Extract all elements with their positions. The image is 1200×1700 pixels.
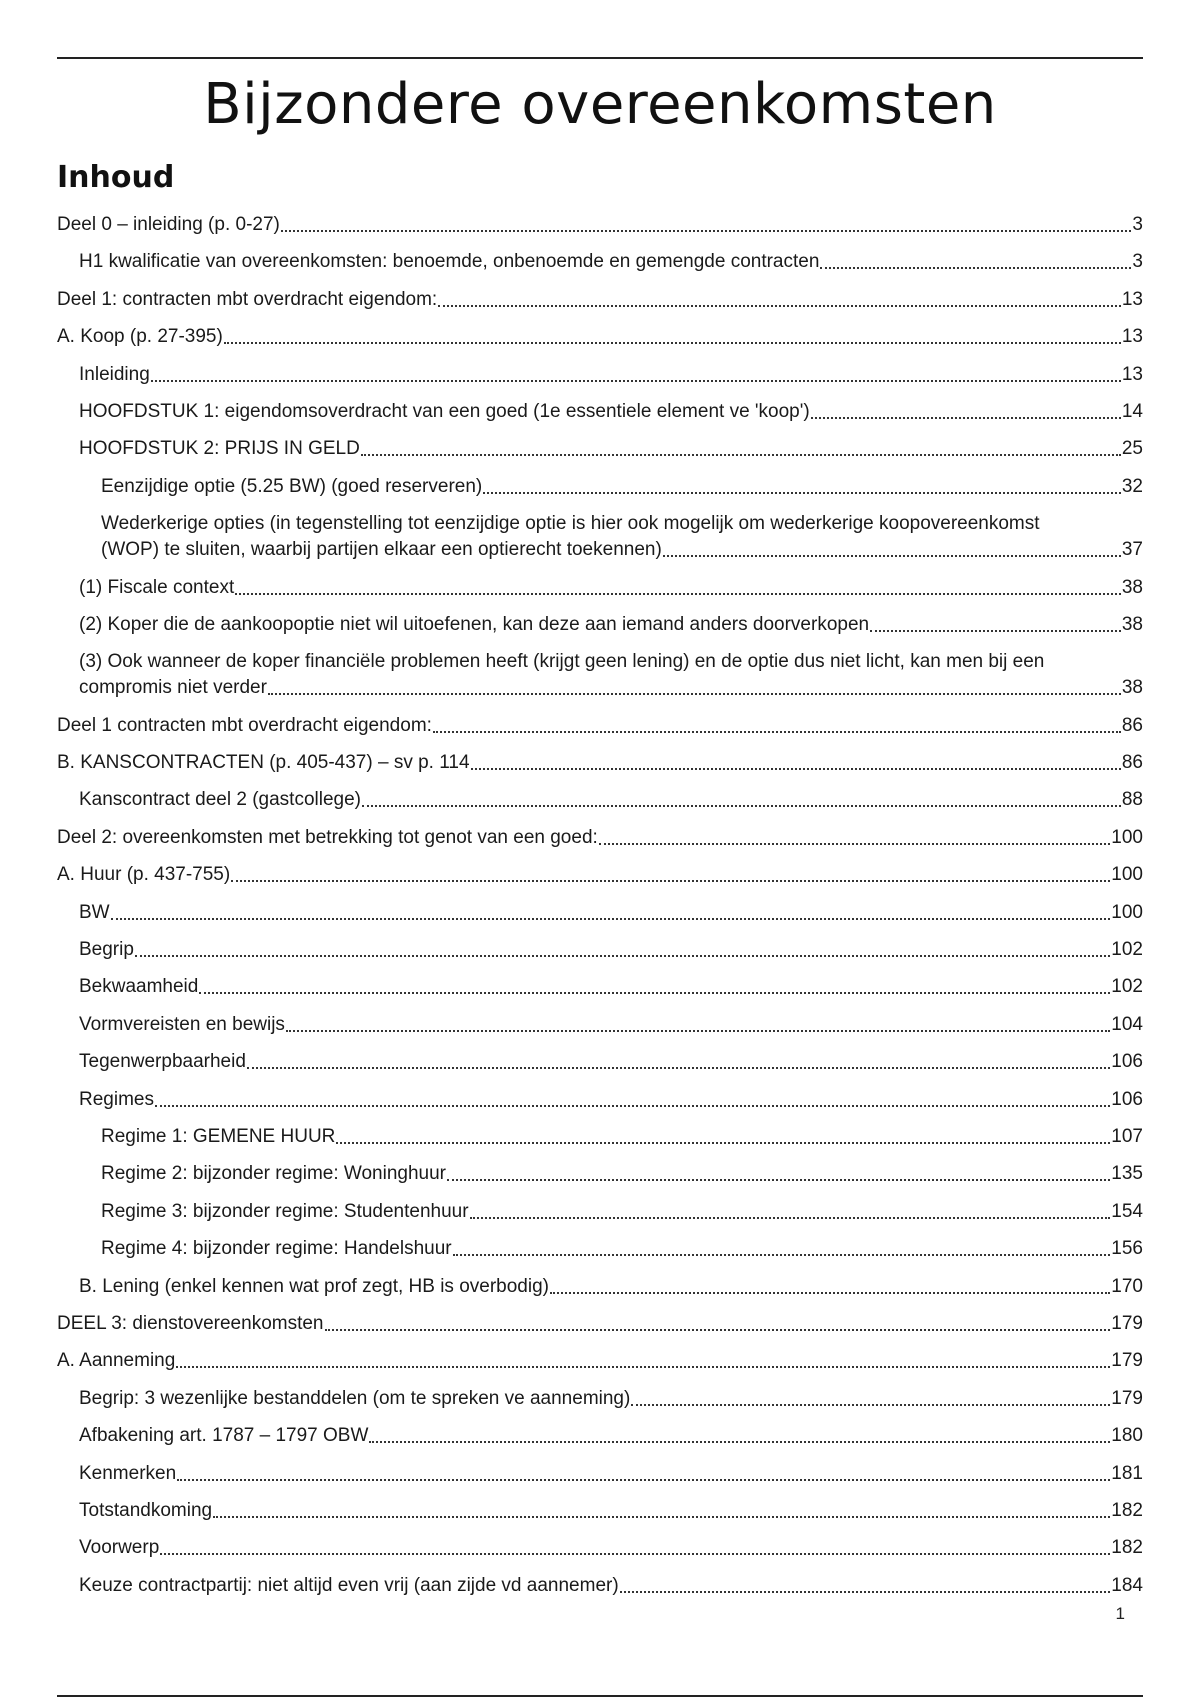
toc-entry-label: HOOFDSTUK 1: eigendomsoverdracht van een goed (1e essentiele element ve 'koop') (79, 400, 810, 422)
toc-entry[interactable] (57, 1498, 1143, 1524)
toc-entry-page: 37 (1121, 539, 1143, 561)
dot-leader (325, 1328, 1111, 1331)
toc-entry-label: Deel 2: overeenkomsten met betrekking tot genot van een goed: (57, 826, 598, 848)
dot-leader (336, 1141, 1110, 1144)
dot-leader (199, 991, 1110, 994)
dot-leader (631, 1403, 1110, 1406)
dot-leader (471, 767, 1121, 770)
toc-entry-label: Begrip (79, 939, 134, 961)
toc-entry-page: 100 (1111, 864, 1143, 886)
toc-entry-label: B. KANSCONTRACTEN (p. 405-437) – sv p. 114 (57, 752, 470, 774)
toc-entry-page: 3 (1132, 251, 1143, 273)
toc-entry-page: 102 (1111, 939, 1143, 961)
dot-leader (663, 554, 1121, 557)
toc-entry-label: compromis niet verder (79, 677, 267, 699)
toc-entry-label: Deel 1 contracten mbt overdracht eigendom: (57, 714, 432, 736)
toc-entry-label: Begrip: 3 wezenlijke bestanddelen (om te spreken ve aanneming) (79, 1387, 631, 1409)
toc-entry[interactable] (57, 1461, 1143, 1487)
toc-entry-page: 182 (1111, 1537, 1143, 1559)
toc-entry-page: 179 (1111, 1350, 1143, 1372)
toc-entry-label: H1 kwalificatie van overeenkomsten: benoemde, onbenoemde en gemengde contracten (79, 251, 820, 273)
toc-entry-label: BW (79, 901, 110, 923)
dot-leader (160, 1552, 1110, 1555)
dot-leader (268, 692, 1121, 695)
toc-entry[interactable] (57, 324, 1143, 350)
toc-entry-page: 88 (1121, 789, 1143, 811)
toc-entry[interactable] (57, 1348, 1143, 1374)
dot-leader (247, 1066, 1110, 1069)
dot-leader (870, 629, 1121, 632)
bottom-divider (57, 1695, 1143, 1697)
dot-leader (362, 804, 1121, 807)
dot-leader (620, 1590, 1111, 1593)
toc-entry[interactable] (57, 825, 1143, 851)
dot-leader (433, 730, 1121, 733)
dot-leader (281, 229, 1132, 232)
dot-leader (811, 416, 1121, 419)
table-of-contents (57, 212, 1143, 1610)
dot-leader (550, 1291, 1110, 1294)
toc-entry-page: 14 (1121, 400, 1143, 422)
toc-entry[interactable] (57, 1087, 1143, 1113)
toc-entry-page: 181 (1111, 1462, 1143, 1484)
toc-entry-label: Regime 2: bijzonder regime: Woninghuur (101, 1163, 446, 1185)
toc-entry-page: 102 (1111, 976, 1143, 998)
page-number: 1 (1115, 1604, 1125, 1623)
toc-entry-page: 182 (1111, 1499, 1143, 1521)
toc-entry-page: 156 (1111, 1238, 1143, 1260)
dot-leader (470, 1216, 1111, 1219)
document-page (57, 0, 1143, 1700)
toc-entry-page: 13 (1121, 363, 1143, 385)
toc-entry-label-line1: Wederkerige opties (in tegenstelling tot eenzijdige optie is hier ook mogelijk om wederkerige koopovereenkomst (101, 513, 1040, 535)
toc-entry-label: Kenmerken (79, 1462, 177, 1484)
toc-entry[interactable] (57, 1199, 1143, 1225)
toc-entry-page: 107 (1111, 1125, 1143, 1147)
toc-entry-page: 38 (1121, 576, 1143, 598)
toc-entry[interactable] (57, 713, 1143, 739)
toc-entry[interactable] (57, 1124, 1143, 1150)
toc-entry-label: (WOP) te sluiten, waarbij partijen elkaar een optierecht toekennen) (101, 539, 662, 561)
toc-entry[interactable] (57, 575, 1143, 601)
toc-entry-page: 13 (1121, 288, 1143, 310)
toc-entry[interactable] (57, 287, 1143, 313)
toc-entry[interactable] (57, 399, 1143, 425)
toc-entry[interactable] (57, 1386, 1143, 1412)
toc-entry[interactable] (57, 1573, 1143, 1599)
toc-entry-page: 38 (1121, 613, 1143, 635)
toc-entry-label: A. Huur (p. 437-755) (57, 864, 231, 886)
dot-leader (286, 1029, 1110, 1032)
toc-entry[interactable] (57, 787, 1143, 813)
toc-entry-label: Deel 0 – inleiding (p. 0-27) (57, 214, 280, 235)
toc-entry-page: 100 (1111, 901, 1143, 923)
dot-leader (453, 1253, 1111, 1256)
toc-entry[interactable] (57, 1274, 1143, 1300)
toc-entry-page: 135 (1111, 1163, 1143, 1185)
toc-entry-page: 154 (1111, 1200, 1143, 1222)
dot-leader (447, 1178, 1110, 1181)
toc-entry-label: Inleiding (79, 363, 150, 385)
toc-entry-label: Voorwerp (79, 1537, 160, 1559)
toc-entry-page: 86 (1121, 714, 1143, 736)
toc-entry-page: 32 (1121, 475, 1143, 497)
toc-entry[interactable] (57, 612, 1143, 638)
toc-entry-page: 106 (1111, 1088, 1143, 1110)
toc-entry-label: Afbakening art. 1787 – 1797 OBW (79, 1425, 369, 1447)
toc-entry-label: (2) Koper die de aankoopoptie niet wil uitoefenen, kan deze aan iemand anders doorverkopen (79, 613, 870, 635)
toc-entry[interactable] (57, 1236, 1143, 1262)
toc-entry-label: Keuze contractpartij: niet altijd even vrij (aan zijde vd aannemer) (79, 1574, 619, 1596)
dot-leader (176, 1365, 1110, 1368)
dot-leader (369, 1440, 1110, 1443)
toc-entry[interactable] (57, 649, 1143, 701)
toc-entry-page: 184 (1111, 1574, 1143, 1596)
toc-entry-label: (1) Fiscale context (79, 576, 235, 598)
toc-entry[interactable] (57, 862, 1143, 888)
toc-entry-page: 106 (1111, 1051, 1143, 1073)
toc-entry-page: 180 (1111, 1425, 1143, 1447)
toc-entry-page: 179 (1111, 1387, 1143, 1409)
toc-entry-label: HOOFDSTUK 2: PRIJS IN GELD (79, 438, 360, 460)
dot-leader (111, 917, 1111, 920)
toc-entry-label: Eenzijdige optie (5.25 BW) (goed reserveren) (101, 475, 483, 497)
dot-leader (213, 1515, 1110, 1518)
toc-entry[interactable] (57, 436, 1143, 462)
dot-leader (155, 1104, 1110, 1107)
toc-entry[interactable] (57, 1161, 1143, 1187)
toc-entry-label: Tegenwerpbaarheid (79, 1051, 246, 1073)
toc-entry[interactable] (57, 511, 1143, 563)
dot-leader (177, 1478, 1110, 1481)
dot-leader (483, 491, 1121, 494)
toc-entry[interactable] (57, 900, 1143, 926)
toc-entry-label: B. Lening (enkel kennen wat prof zegt, HB is overbodig) (79, 1275, 549, 1297)
toc-entry-page: 170 (1111, 1275, 1143, 1297)
toc-entry-label: Totstandkoming (79, 1499, 213, 1521)
toc-entry[interactable] (57, 1012, 1143, 1038)
toc-entry-label: Kanscontract deel 2 (gastcollege) (79, 789, 361, 811)
toc-entry[interactable] (57, 1535, 1143, 1561)
toc-heading: Inhoud (57, 160, 175, 195)
toc-entry-page: 13 (1121, 326, 1143, 348)
toc-entry-label: Regime 4: bijzonder regime: Handelshuur (101, 1238, 452, 1260)
toc-entry[interactable] (57, 474, 1143, 500)
toc-entry[interactable] (57, 362, 1143, 388)
toc-entry-label: Regime 3: bijzonder regime: Studentenhuur (101, 1200, 469, 1222)
toc-entry[interactable] (57, 937, 1143, 963)
toc-entry-label-line1: (3) Ook wanneer de koper financiële problemen heeft (krijgt geen lening) en de optie dus niet licht, kan men bij een (79, 651, 1045, 673)
toc-entry[interactable] (57, 249, 1143, 275)
toc-entry[interactable] (57, 974, 1143, 1000)
dot-leader (820, 266, 1131, 269)
toc-entry-label: Regimes (79, 1088, 154, 1110)
toc-entry-page: 86 (1121, 752, 1143, 774)
dot-leader (438, 304, 1121, 307)
dot-leader (135, 954, 1110, 957)
toc-entry-label: Bekwaamheid (79, 976, 199, 998)
dot-leader (224, 341, 1121, 344)
toc-entry-label: A. Aanneming (57, 1350, 176, 1372)
dot-leader (151, 379, 1121, 382)
toc-entry-page: 104 (1111, 1013, 1143, 1035)
toc-entry-label: DEEL 3: dienstovereenkomsten (57, 1312, 324, 1334)
dot-leader (599, 842, 1111, 845)
toc-entry[interactable] (57, 1311, 1143, 1337)
toc-entry-page: 3 (1132, 214, 1143, 235)
top-divider (57, 57, 1143, 59)
toc-entry-label: Regime 1: GEMENE HUUR (101, 1125, 336, 1147)
toc-entry-label: A. Koop (p. 27-395) (57, 326, 223, 348)
toc-entry[interactable] (57, 750, 1143, 776)
toc-entry-label: Vormvereisten en bewijs (79, 1013, 285, 1035)
toc-entry-page: 25 (1121, 438, 1143, 460)
toc-entry-page: 179 (1111, 1312, 1143, 1334)
toc-entry[interactable] (57, 1049, 1143, 1075)
toc-entry[interactable] (57, 1423, 1143, 1449)
toc-entry-page: 100 (1111, 826, 1143, 848)
dot-leader (235, 592, 1121, 595)
toc-entry-label: Deel 1: contracten mbt overdracht eigendom: (57, 288, 438, 310)
toc-entry[interactable] (57, 212, 1143, 238)
toc-entry-page: 38 (1121, 677, 1143, 699)
document-title: Bijzondere overeenkomsten (203, 72, 997, 137)
dot-leader (231, 879, 1110, 882)
dot-leader (361, 453, 1121, 456)
